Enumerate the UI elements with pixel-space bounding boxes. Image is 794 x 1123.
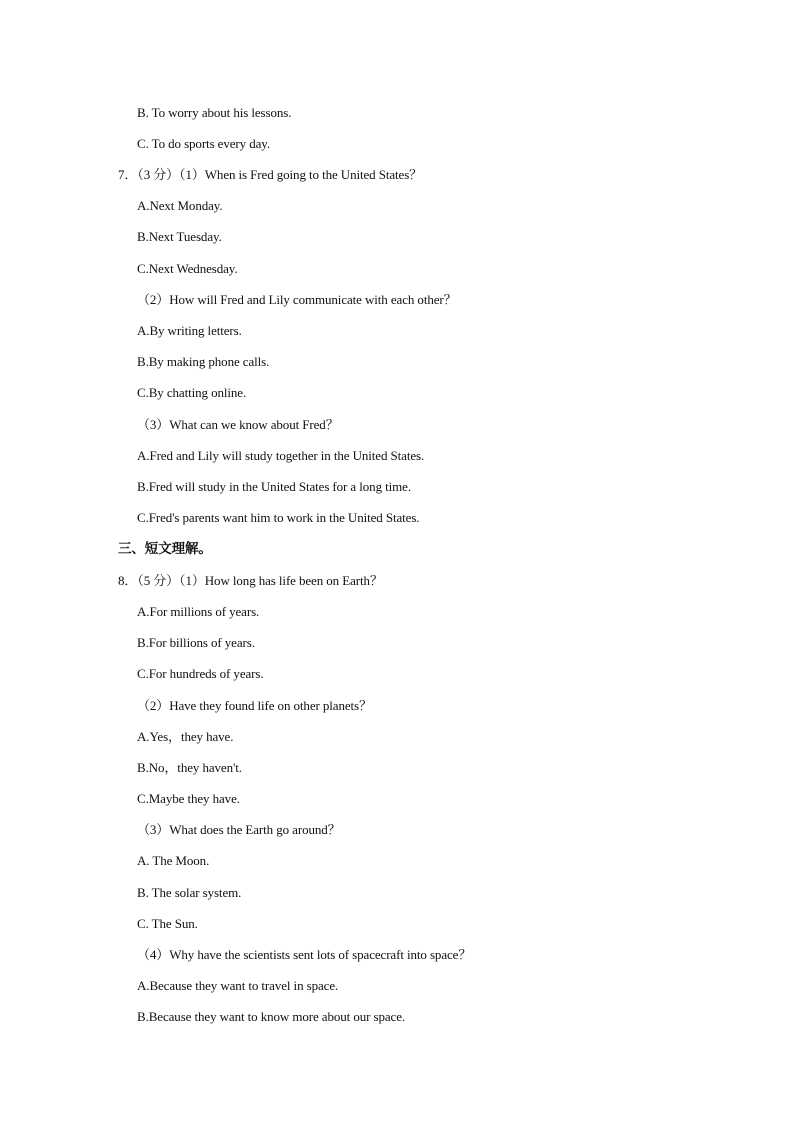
option-8-1a: A.For millions of years. (137, 604, 260, 619)
question-8-4: （4）Why have the scientists sent lots of spacecraft into space？ (137, 947, 472, 962)
option-7-3c: C.Fred's parents want him to work in the United States. (137, 510, 420, 525)
question-7-1: 7．（3 分）（1）When is Fred going to the United States？ (118, 167, 423, 182)
option-8-3b: B. The solar system. (137, 885, 242, 900)
question-8-3: （3）What does the Earth go around？ (137, 822, 341, 837)
option-8-1b: B.For billions of years. (137, 635, 255, 650)
option-8-2c: C.Maybe they have. (137, 791, 240, 806)
option-8-1c: C.For hundreds of years. (137, 666, 264, 681)
option-6b: B. To worry about his lessons. (137, 105, 292, 120)
option-7-3a: A.Fred and Lily will study together in the United States. (137, 448, 425, 463)
option-6c: C. To do sports every day. (137, 136, 270, 151)
option-7-2c: C.By chatting online. (137, 385, 247, 400)
option-7-2a: A.By writing letters. (137, 323, 242, 338)
option-8-4a: A.Because they want to travel in space. (137, 978, 339, 993)
option-8-4b: B.Because they want to know more about our space. (137, 1009, 406, 1024)
section-heading: 三、短文理解。 (118, 541, 212, 556)
question-8-1: 8．（5 分）（1）How long has life been on Earth？ (118, 573, 383, 588)
option-8-2a: A.Yes，they have. (137, 729, 234, 744)
option-7-2b: B.By making phone calls. (137, 354, 270, 369)
option-7-1c: C.Next Wednesday. (137, 261, 238, 276)
option-7-3b: B.Fred will study in the United States for a long time. (137, 479, 411, 494)
option-7-1b: B.Next Tuesday. (137, 229, 222, 244)
question-8-2: （2）Have they found life on other planets？ (137, 698, 372, 713)
question-7-2: （2）How will Fred and Lily communicate with each other？ (137, 292, 457, 307)
option-8-2b: B.No，they haven't. (137, 760, 242, 775)
option-7-1a: A.Next Monday. (137, 198, 223, 213)
option-8-3a: A. The Moon. (137, 853, 210, 868)
option-8-3c: C. The Sun. (137, 916, 198, 931)
question-7-3: （3）What can we know about Fred？ (137, 417, 339, 432)
